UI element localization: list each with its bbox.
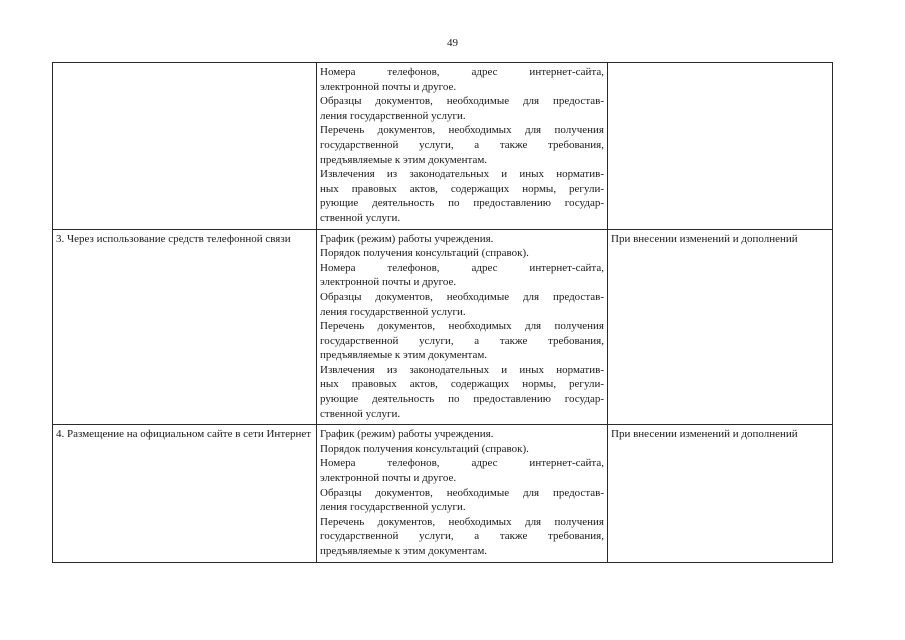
services-table — [52, 62, 833, 563]
content-paragraph — [320, 427, 604, 442]
content-paragraph — [320, 515, 604, 559]
table-body — [53, 63, 833, 563]
content-line: Номера телефонов, адрес интернет-сайта, — [320, 66, 604, 78]
content-line: Образцы документов, необходимые для предостав- — [320, 95, 604, 108]
content-line: рующие деятельность по предоставлению государ- — [320, 393, 604, 406]
content-paragraph — [320, 261, 604, 290]
update-cell — [608, 63, 833, 230]
content-line: электронной почты и другое. — [320, 472, 457, 485]
content-line: Перечень документов, необходимых для получения — [320, 124, 604, 137]
content-line: электронной почты и другое. — [320, 276, 457, 289]
content-line: государственной услуги, а также требования, — [320, 530, 604, 543]
content-line: ных правовых актов, содержащих нормы, регули- — [320, 378, 604, 391]
content-line: График (режим) работы учреждения. — [320, 232, 494, 245]
method-cell — [53, 425, 317, 562]
content-line: График (режим) работы учреждения. — [320, 428, 494, 441]
update-text: При внесении изменений и дополнений — [611, 232, 798, 245]
content-paragraph — [320, 319, 604, 363]
method-cell — [53, 63, 317, 230]
content-line: Перечень документов, необходимых для получения — [320, 515, 604, 528]
content-line: Перечень документов, необходимых для получения — [320, 320, 604, 333]
content-paragraph — [320, 456, 604, 485]
content-line: Извлечения из законодательных и иных норматив- — [320, 168, 604, 181]
content-line: предъявляемые к этим документам. — [320, 349, 488, 362]
table-row — [53, 63, 833, 230]
content-paragraph — [320, 246, 604, 261]
content-paragraph — [320, 486, 604, 515]
update-cell — [608, 425, 833, 562]
update-text: При внесении изменений и дополнений — [611, 428, 798, 441]
method-text: 3. Через использование средств телефонной связи — [56, 232, 291, 245]
content-cell — [317, 425, 608, 562]
content-line: государственной услуги, а также требования, — [320, 334, 604, 347]
content-paragraph — [320, 123, 604, 167]
content-paragraph — [320, 94, 604, 123]
content-paragraph — [320, 65, 604, 94]
content-line: Номера телефонов, адрес интернет-сайта, — [320, 261, 604, 274]
content-line: ственной услуги. — [320, 407, 401, 420]
content-line: ственной услуги. — [320, 211, 401, 224]
method-cell — [53, 229, 317, 425]
content-paragraph — [320, 167, 604, 225]
content-paragraph — [320, 442, 604, 457]
content-line: электронной почты и другое. — [320, 80, 457, 93]
content-line: ления государственной услуги. — [320, 305, 466, 318]
method-text: 4. Размещение на официальном сайте в сети Интернет — [56, 428, 312, 441]
content-cell — [317, 229, 608, 425]
content-paragraph — [320, 363, 604, 421]
content-line: ления государственной услуги. — [320, 501, 466, 514]
content-paragraph — [320, 290, 604, 319]
page-number: 49 — [447, 37, 458, 49]
content-paragraph — [320, 232, 604, 247]
content-line: предъявляемые к этим документам. — [320, 545, 488, 557]
content-line: ления государственной услуги. — [320, 109, 466, 122]
content-line: Порядок получения консультаций (справок). — [320, 247, 529, 260]
content-line: Образцы документов, необходимые для предостав- — [320, 486, 604, 499]
content-line: Извлечения из законодательных и иных норматив- — [320, 363, 604, 376]
table-row — [53, 425, 833, 562]
content-line: ных правовых актов, содержащих нормы, регули- — [320, 182, 604, 195]
update-cell — [608, 229, 833, 425]
table-row — [53, 229, 833, 425]
content-line: Образцы документов, необходимые для предостав- — [320, 290, 604, 303]
content-line: государственной услуги, а также требования, — [320, 138, 604, 151]
content-line: Порядок получения консультаций (справок). — [320, 442, 529, 455]
content-line: Номера телефонов, адрес интернет-сайта, — [320, 457, 604, 470]
content-line: предъявляемые к этим документам. — [320, 153, 488, 166]
content-line: рующие деятельность по предоставлению государ- — [320, 197, 604, 210]
content-cell — [317, 63, 608, 230]
